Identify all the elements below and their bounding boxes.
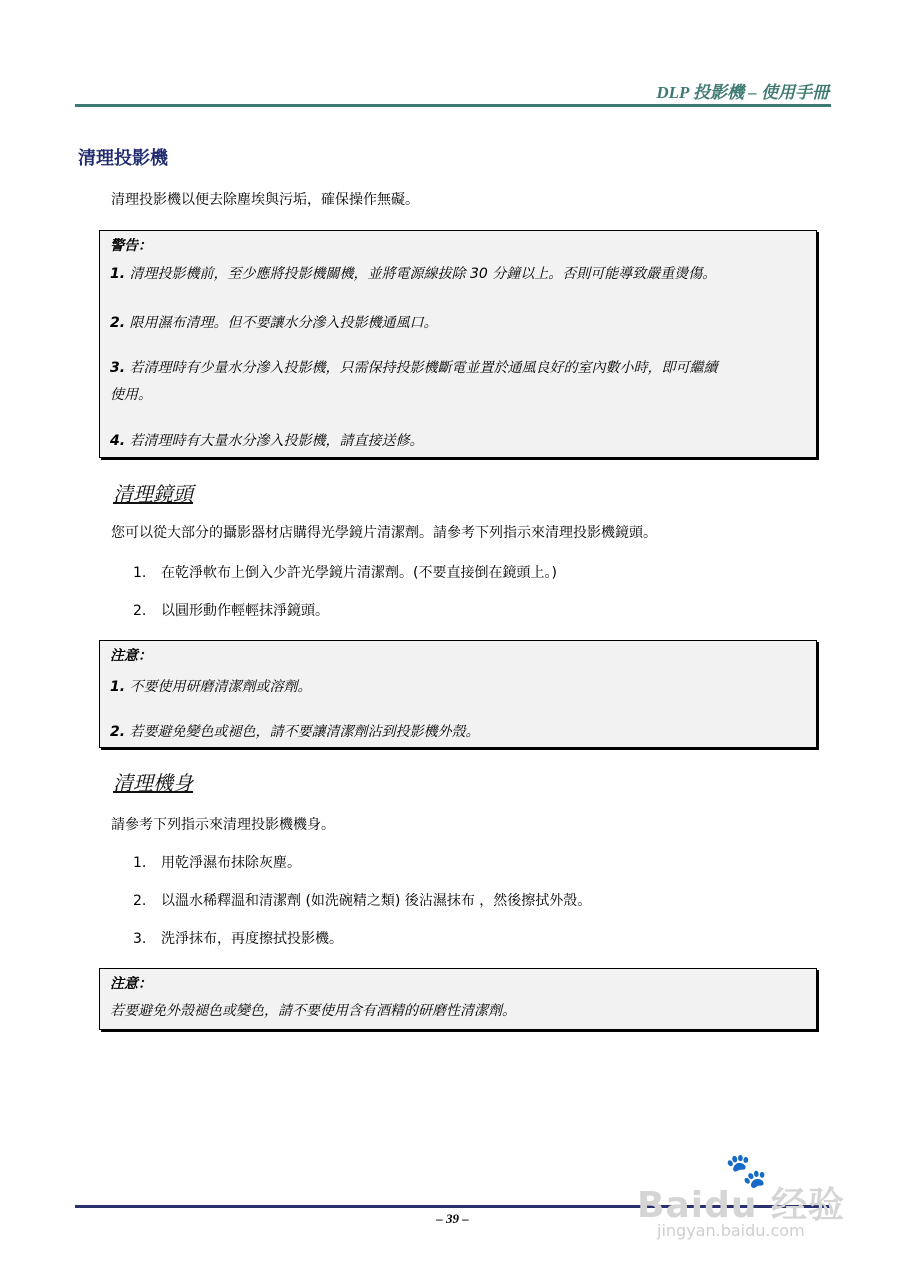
lens-subsection-title: 清理鏡頭 — [113, 482, 193, 506]
note-item: 1. 不要使用研磨清潔劑或溶劑。 — [110, 679, 312, 695]
document-header-title: DLP 投影機 – 使用手冊 — [656, 83, 829, 102]
warning-item: 3. 若清理時有少量水分滲入投影機，只需保持投影機斷電並置於通風良好的室內數小時，即可繼續 — [110, 360, 718, 376]
body-note-box — [99, 968, 817, 1030]
page-number: – 39 – — [436, 1211, 469, 1226]
watermark — [637, 1151, 847, 1245]
lens-intro: 您可以從大部分的攝影器材店購得光學鏡片清潔劑。請參考下列指示來清理投影機鏡頭。 — [111, 525, 657, 541]
section-intro: 清理投影機以便去除塵埃與污垢，確保操作無礙。 — [111, 192, 419, 208]
note-label: 注意： — [110, 976, 152, 992]
list-item: 1. 用乾淨濕布抹除灰塵。 — [133, 855, 301, 871]
warning-label: 警告： — [110, 238, 152, 254]
watermark-brand: Baidu 经验 — [637, 1185, 846, 1226]
note-text: 若要避免外殼褪色或變色，請不要使用含有酒精的研磨性清潔劑。 — [110, 1003, 516, 1019]
list-item: 1. 在乾淨軟布上倒入少許光學鏡片清潔劑。(不要直接倒在鏡頭上。) — [133, 565, 557, 581]
warning-item: 1. 清理投影機前，至少應將投影機關機，並將電源線拔除 30 分鐘以上。否則可能導致嚴重燙傷。 — [110, 266, 717, 282]
note-item: 2. 若要避免變色或褪色，請不要讓清潔劑沾到投影機外殼。 — [110, 724, 480, 740]
body-subsection-title: 清理機身 — [113, 771, 193, 795]
warning-item: 2. 限用濕布清理。但不要讓水分滲入投影機通風口。 — [110, 315, 438, 331]
warning-item-continuation: 使用。 — [110, 387, 152, 403]
note-label: 注意： — [110, 648, 152, 664]
list-item: 2. 以溫水稀釋溫和清潔劑 (如洗碗精之類) 後沾濕抹布 ，然後擦拭外殼。 — [133, 893, 592, 909]
header-divider — [75, 104, 831, 107]
list-item: 2. 以圓形動作輕輕抹淨鏡頭。 — [133, 603, 329, 619]
body-intro: 請參考下列指示來清理投影機機身。 — [111, 817, 335, 833]
watermark-url: jingyan.baidu.com — [657, 1221, 805, 1240]
lens-note-box — [99, 640, 817, 748]
warning-item: 4. 若清理時有大量水分滲入投影機，請直接送修。 — [110, 433, 424, 449]
warning-box — [99, 230, 817, 458]
paw-icon: 🐾 — [725, 1151, 768, 1191]
list-item: 3. 洗淨抹布，再度擦拭投影機。 — [133, 931, 343, 947]
section-title: 清理投影機 — [78, 148, 168, 169]
